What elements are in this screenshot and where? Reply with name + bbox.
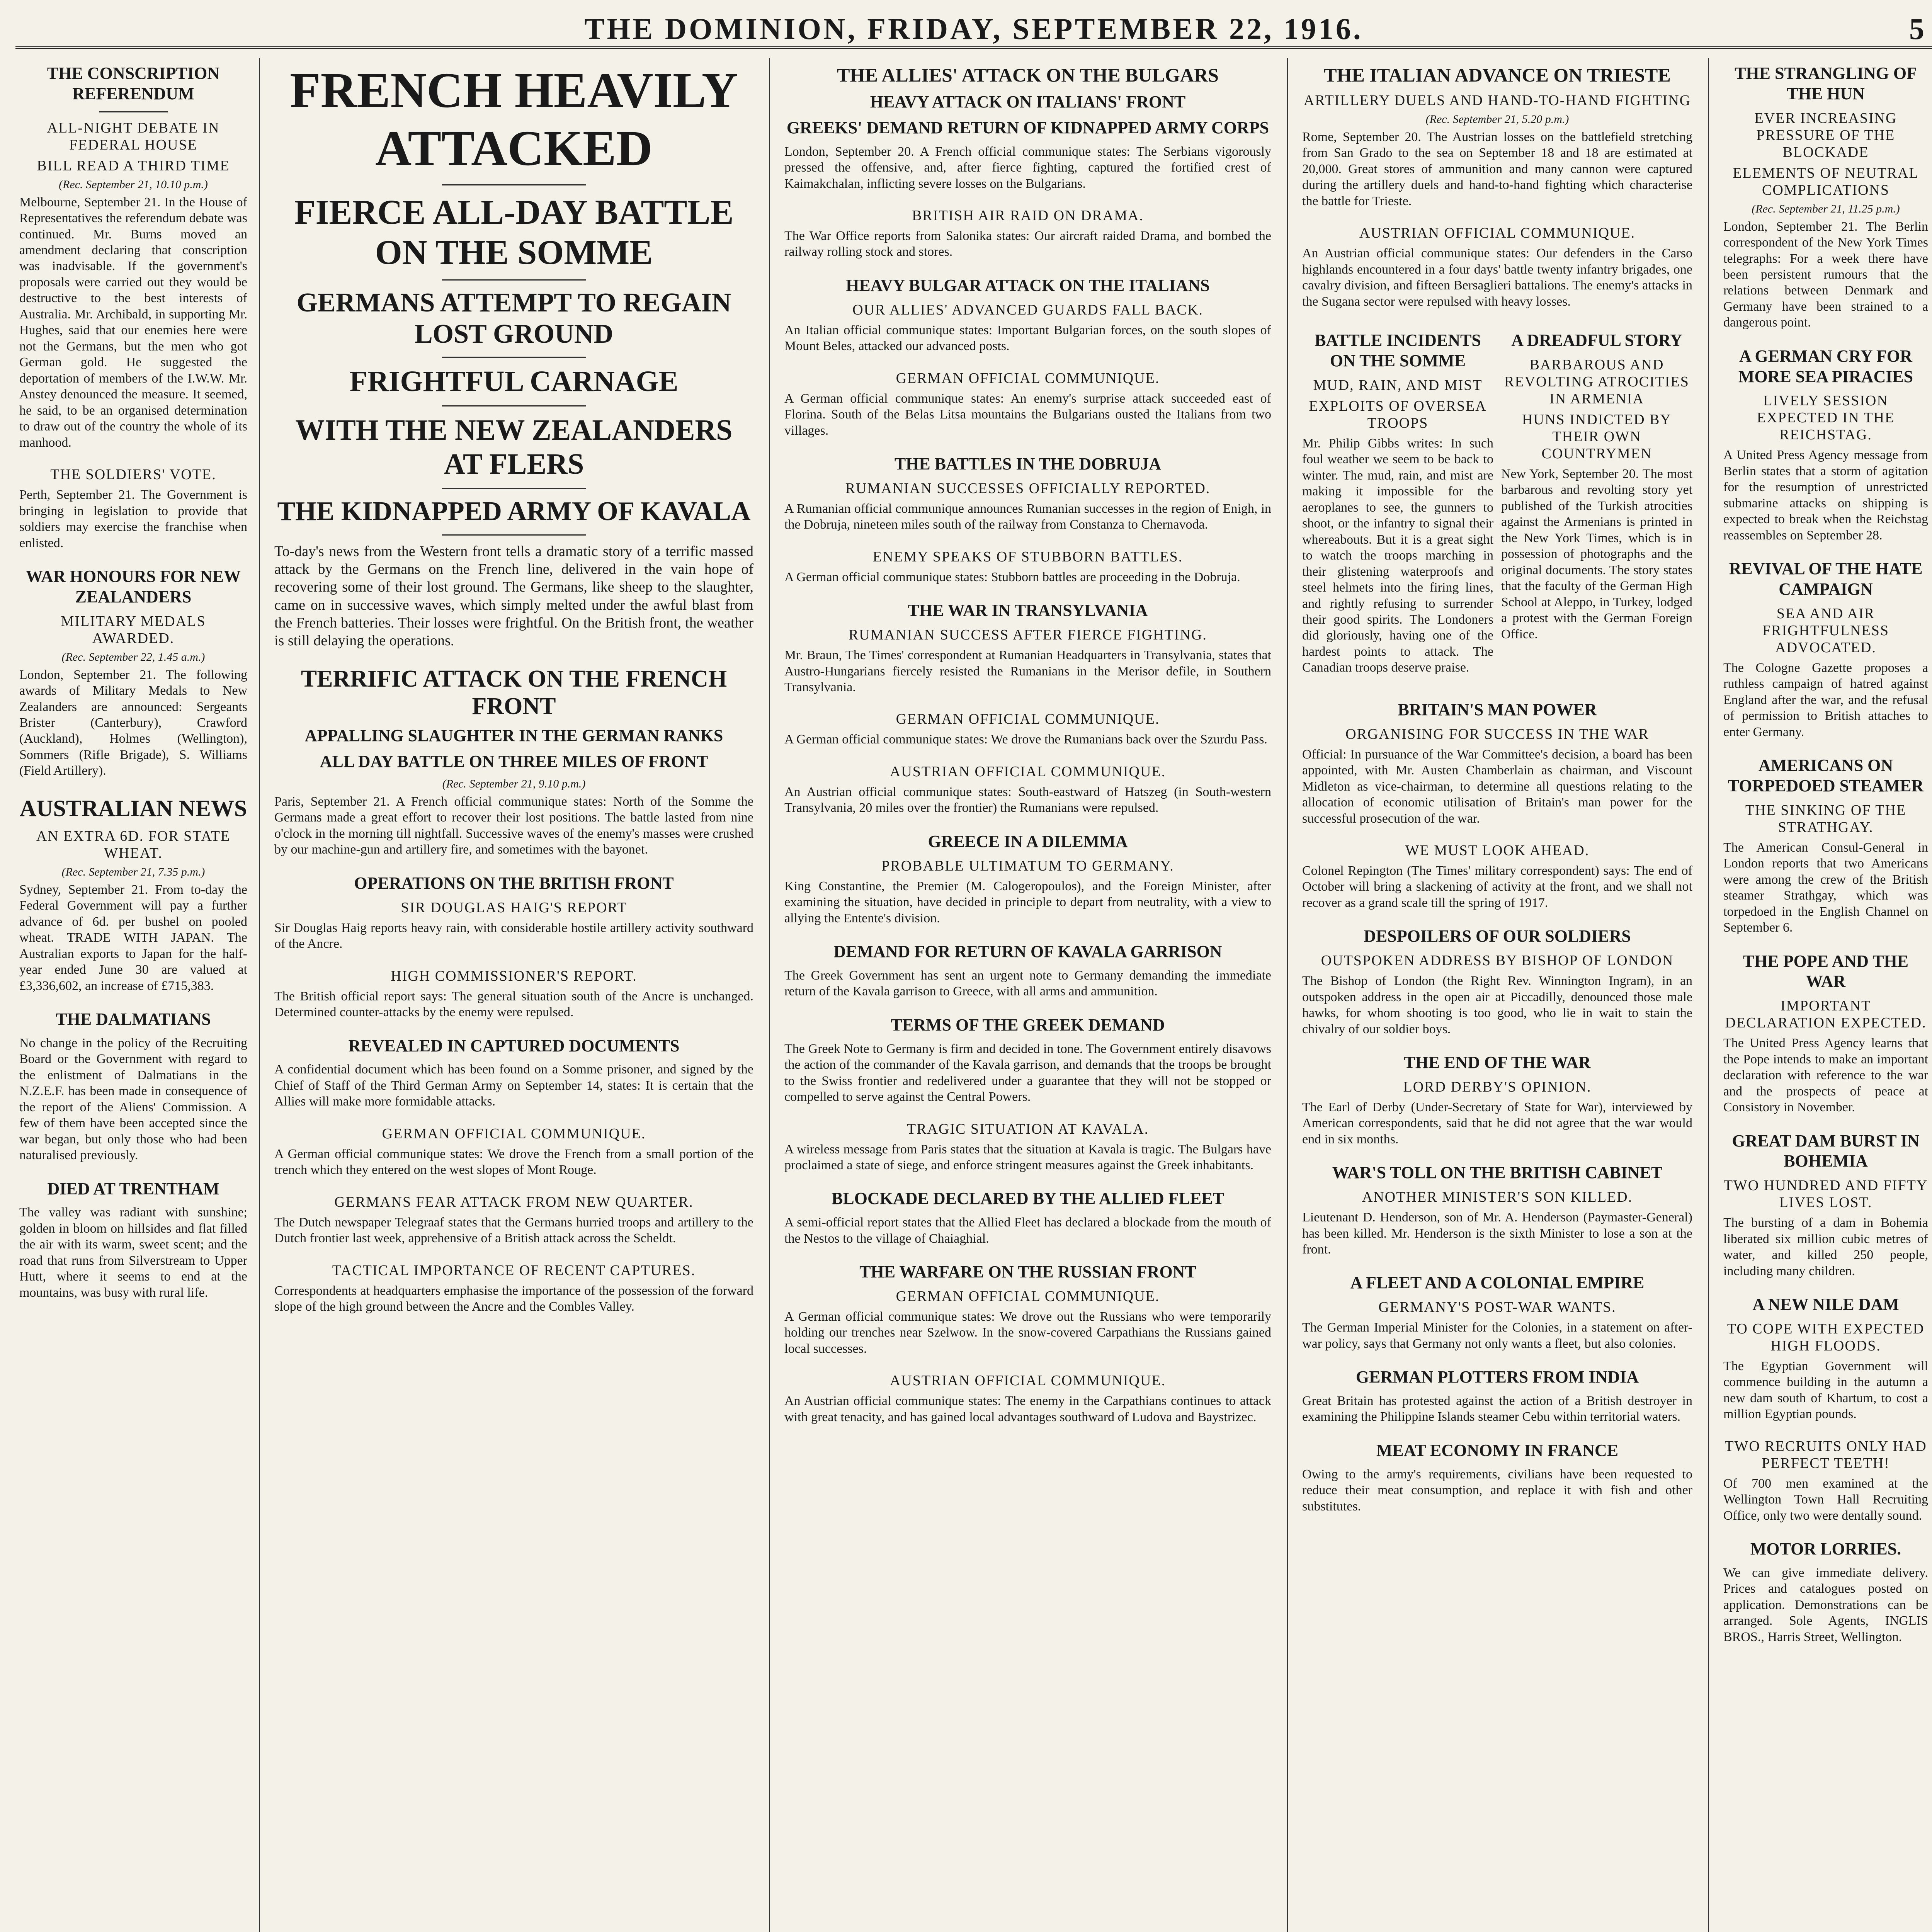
- column-rule: [769, 58, 770, 1932]
- article-body: London, September 21. The following awards of Military Medals to New Zealanders are announced: Sergeants Brister (Canterbury), Crawford (Auckland), Holmes (Wellington), Sommers (Rifle Brigade), S. Williams (Field Artillery).: [19, 667, 247, 778]
- article-headline: A GERMAN CRY FOR MORE SEA PIRACIES: [1738, 346, 1913, 386]
- article: [1723, 755, 1928, 935]
- article-subheadline: ALL-NIGHT DEBATE IN FEDERAL HOUSE: [47, 119, 220, 153]
- article: [784, 548, 1271, 585]
- article-body: Perth, September 21. The Government is bringing in legislation to provide that soldiers may exercise the franchise when enlisted.: [19, 488, 247, 550]
- masthead-title: THE DOMINION, FRIDAY, SEPTEMBER 22, 1916.: [584, 12, 1363, 46]
- article: [784, 1262, 1271, 1357]
- article-body: The Earl of Derby (Under-Secretary of State for War), interviewed by American correspondents, said that he did not agree that the war would end in six months.: [1302, 1100, 1692, 1146]
- article-body: The Greek Government has sent an urgent note to Germany demanding the immediate return of the Kavala garrison to Greece, with all arms and ammunition.: [784, 968, 1271, 999]
- article-body: The German Imperial Minister for the Colonies, in a statement on after-war policy, says that Germany not only wants a fleet, but also colonies.: [1302, 1320, 1692, 1351]
- column-5: [1712, 58, 1932, 1932]
- article-headline: THE WARFARE ON THE RUSSIAN FRONT: [859, 1262, 1196, 1282]
- article-headline: TERRIFIC ATTACK ON THE FRENCH FRONT: [301, 665, 727, 720]
- article-subheadline: OUTSPOKEN ADDRESS BY BISHOP OF LONDON: [1321, 952, 1674, 969]
- article-dateline: (Rec. September 21, 10.10 p.m.): [59, 178, 208, 191]
- article-subheadline: MUD, RAIN, AND MIST: [1313, 377, 1483, 393]
- article-headline: THE SOLDIERS' VOTE.: [50, 466, 216, 483]
- article-headline: AUSTRALIAN NEWS: [19, 795, 247, 821]
- article-headline: THE WAR IN TRANSYLVANIA: [908, 601, 1148, 620]
- column-3: [773, 58, 1283, 1932]
- article-headline: THE CONSCRIPTION REFERENDUM: [47, 64, 220, 103]
- article-body: Mr. Philip Gibbs writes: In such foul weather we seem to be back to winter. The mud, rain, and mist are making it impossible for the aeroplanes to see, the gunners to shoot, or the infantry to signal their whereabouts. But it is a great sight to watch the troops marching in their glistening waterproofs and steel helmets into the firing lines, and rightly refusing to surrender their good spirits. The Londoners did gloriously, having one of the hardest points to attack. The Canadian troops deserve praise.: [1302, 436, 1493, 675]
- article-dateline: (Rec. September 21, 5.20 p.m.): [1425, 113, 1569, 126]
- article: [784, 1121, 1271, 1173]
- article-headline: TERMS OF THE GREEK DEMAND: [891, 1015, 1165, 1034]
- article-body: A semi-official report states that the Allied Fleet has declared a blockade from the mouth of the Nestos to the village of Chaiaghial.: [784, 1215, 1271, 1246]
- article-headline: GREAT DAM BURST IN BOHEMIA: [1732, 1131, 1920, 1171]
- article-body: Correspondents at headquarters emphasise the importance of the possession of the forward slope of the high ground between the Ancre and the Combles Valley.: [274, 1283, 753, 1314]
- article-headline: TWO RECRUITS ONLY HAD PERFECT TEETH!: [1725, 1438, 1927, 1471]
- article-headline: HIGH COMMISSIONER'S REPORT.: [391, 968, 637, 984]
- article: [1501, 325, 1692, 679]
- advertisement: [1723, 1539, 1928, 1645]
- article-body: A German official communique states: We drove the French from a small portion of the trench which they entered on the west slopes of Mont Rouge.: [274, 1146, 753, 1177]
- article: [784, 276, 1271, 354]
- article-body: The Egyptian Government will commence building in the autumn a new dam south of Khartum, to cost a million Egyptian pounds.: [1723, 1359, 1928, 1422]
- article-body: Owing to the army's requirements, civilians have been requested to reduce their meat consumption, and replace it with fish and other substitutes.: [1302, 1467, 1692, 1514]
- article: [1302, 1053, 1692, 1147]
- article-subheadline: ANOTHER MINISTER'S SON KILLED.: [1362, 1189, 1633, 1206]
- article-subheadline: ELEMENTS OF NEUTRAL COMPLICATIONS: [1733, 165, 1919, 198]
- article: [1302, 1163, 1692, 1257]
- article: [784, 454, 1271, 533]
- article-body: The Cologne Gazette proposes a ruthless campaign of hatred against England after the war, and the refusal of permission to British attaches to enter Germany.: [1723, 660, 1928, 739]
- column-2: [263, 58, 765, 1932]
- article-subheadline: HEAVY ATTACK ON ITALIANS' FRONT: [870, 92, 1186, 111]
- article: [1723, 1294, 1928, 1422]
- article-dateline: (Rec. September 21, 11.25 p.m.): [1752, 202, 1900, 215]
- article-headline: THE STRANGLING OF THE HUN: [1735, 64, 1917, 103]
- article-body: A German official communique states: We drove out the Russians who were temporarily holding our trenches near Szelwow. In the snow-covered Carpathians the Russians gained local successes.: [784, 1309, 1271, 1356]
- article: [19, 1179, 247, 1301]
- article-subheadline: IMPORTANT DECLARATION EXPECTED.: [1725, 998, 1927, 1031]
- lead-body: To-day's news from the Western front tells a dramatic story of a terrific massed attack by the Germans on the French line, delivered in the vain hope of recovering some of their lost ground. The Germans, like sheep to the slaughter, came on in successive waves, which simply melted under the awful blast from the French batteries. Their losses were frightful. On the British front, the weather is still delaying the operations.: [274, 543, 753, 649]
- column-rule: [1287, 58, 1288, 1932]
- article-headline: A DREADFUL STORY: [1511, 331, 1682, 350]
- article-body: No change in the policy of the Recruiting Board or the Government with regard to the enlistment of Dalmatians in the N.Z.E.F. has been made in consequence of the report of the Aliens' Commission. A few of them have been accepted since the war began, but only those who had been naturalised previously.: [19, 1036, 247, 1163]
- article-body: Lieutenant D. Henderson, son of Mr. A. Henderson (Paymaster-General) has been killed. Mr. Henderson is the sixth Minister to lose a son at the front.: [1302, 1210, 1692, 1257]
- article-headline: OPERATIONS ON THE BRITISH FRONT: [354, 873, 674, 893]
- article-dateline: (Rec. September 22, 1.45 a.m.): [61, 650, 205, 663]
- article-body: Sir Douglas Haig reports heavy rain, with considerable hostile artillery activity southward of the Ancre.: [274, 920, 753, 951]
- article: [1302, 1440, 1692, 1514]
- article-body: A German official communique states: Stubborn battles are proceeding in the Dobruja.: [784, 570, 1240, 584]
- article-headline: WAR HONOURS FOR NEW ZEALANDERS: [26, 566, 241, 606]
- article: [1302, 842, 1692, 911]
- article-body: A German official communique states: An enemy's surprise attack succeeded east of Florina. South of the Belas Litsa mountains the Bulgarians ousted the Italians from two villages.: [784, 391, 1271, 438]
- article: [784, 942, 1271, 1000]
- article: [1302, 224, 1692, 310]
- article: [784, 1189, 1271, 1247]
- article-headline: THE ITALIAN ADVANCE ON TRIESTE: [1324, 64, 1671, 86]
- article-body: Paris, September 21. A French official communique states: North of the Somme the Germans made a great effort to recover their lost positions. The battle lasted from nine o'clock in the morning till nightfall. Successive waves of the enemy's masses were crushed by our machine-gun and artillery fire, and sometimes with the bayonet.: [274, 794, 753, 857]
- article: [1723, 346, 1928, 543]
- article-subheadline: LIVELY SESSION EXPECTED IN THE REICHSTAG.: [1757, 393, 1895, 443]
- article-subheadline: ALL DAY BATTLE ON THREE MILES OF FRONT: [320, 752, 708, 771]
- article: [784, 1015, 1271, 1105]
- article-headline: A NEW NILE DAM: [1752, 1295, 1899, 1314]
- article: [784, 763, 1271, 816]
- article-headline: WAR'S TOLL ON THE BRITISH CABINET: [1332, 1163, 1663, 1182]
- lead-subheadline: FIERCE ALL-DAY BATTLE ON THE SOMME: [294, 193, 734, 272]
- article-subheadline: RUMANIAN SUCCESS AFTER FIERCE FIGHTING.: [849, 627, 1207, 643]
- article-body: An Austrian official communique states: The enemy in the Carpathians continues to attack with great tenacity, and has gained local advantages southward of Ludova and Baystrizec.: [784, 1394, 1271, 1424]
- article-headline: MEAT ECONOMY IN FRANCE: [1376, 1440, 1619, 1460]
- article: [784, 832, 1271, 926]
- article-subheadline: BARBAROUS AND REVOLTING ATROCITIES IN ARMENIA: [1504, 357, 1689, 407]
- article-headline: WE MUST LOOK AHEAD.: [1405, 842, 1590, 859]
- column-rule: [1708, 58, 1709, 1932]
- article: [784, 1372, 1271, 1425]
- article: [19, 566, 247, 779]
- article: [274, 1194, 753, 1247]
- article-body: An Austrian official communique states: Our defenders in the Carso highlands encountered in a four days' battle twenty infantry brigades, one cavalry division, and fifteen Bersaglieri battalions. The enemy's attacks in the Sugana sector were repulsed with heavy losses.: [1302, 246, 1692, 309]
- article-headline: GREECE IN A DILEMMA: [928, 832, 1128, 851]
- article-body: A Rumanian official communique announces Rumanian successes in the region of Enigh, in the Dobruja, nineteen miles south of the railway from Constanza to Chernavoda.: [784, 501, 1271, 532]
- article-headline: GERMAN OFFICIAL COMMUNIQUE.: [896, 370, 1160, 386]
- article-subheadline: TO COPE WITH EXPECTED HIGH FLOODS.: [1727, 1320, 1925, 1354]
- article-headline: AUSTRIAN OFFICIAL COMMUNIQUE.: [889, 1372, 1166, 1389]
- article-body: A United Press Agency message from Berlin states that a storm of agitation for the resumption of unrestricted submarine attacks on shipping is expected to break when the Reichstag reassembles on September 28.: [1723, 448, 1928, 543]
- article: [19, 1009, 247, 1163]
- article-subheadline: RUMANIAN SUCCESSES OFFICIALLY REPORTED.: [845, 480, 1211, 497]
- article-body: A wireless message from Paris states that the situation at Kavala is tragic. The Bulgars have proclaimed a state of siege, and enforce stringent measures against the Greek inhabitants.: [784, 1142, 1271, 1172]
- article-headline: AUSTRIAN OFFICIAL COMMUNIQUE.: [889, 763, 1166, 780]
- article-headline: REVEALED IN CAPTURED DOCUMENTS: [348, 1036, 680, 1055]
- article-headline: AUSTRIAN OFFICIAL COMMUNIQUE.: [1359, 225, 1636, 242]
- article-headline: DIED AT TRENTHAM: [47, 1179, 219, 1198]
- article-headline: GERMAN OFFICIAL COMMUNIQUE.: [382, 1125, 646, 1142]
- article-subheadline: OUR ALLIES' ADVANCED GUARDS FALL BACK.: [852, 301, 1203, 318]
- article-dateline: (Rec. September 21, 7.35 p.m.): [61, 865, 205, 878]
- article-headline: BRITISH AIR RAID ON DRAMA.: [912, 207, 1144, 224]
- lead-subheadline: FRIGHTFUL CARNAGE: [349, 365, 679, 398]
- article-headline: THE POPE AND THE WAR: [1743, 951, 1909, 991]
- article-headline: REVIVAL OF THE HATE CAMPAIGN: [1729, 559, 1923, 599]
- article-body: The American Consul-General in London reports that two Americans were among the crew of the British steamer Strathgay, which was torpedoed in the English Channel on September 6.: [1723, 840, 1928, 935]
- article-headline: BRITAIN'S MAN POWER: [1398, 700, 1597, 719]
- article-body: London, September 21. The Berlin correspondent of the New York Times telegraphs: For a week there have been persistent rumours that the relations between Denmark and Germany have been strained to a dangerous point.: [1723, 219, 1928, 330]
- article: [1723, 559, 1928, 740]
- column-4: [1291, 58, 1704, 1932]
- article-body: Colonel Repington (The Times' military correspondent) says: The end of October will bring a slackening of activity at the front, and we shall not recover as a grand scale till the spring of 1917.: [1302, 863, 1692, 910]
- column-1: [8, 58, 259, 1932]
- article-subheadline: ARTILLERY DUELS AND HAND-TO-HAND FIGHTING: [1303, 92, 1691, 109]
- article: [1302, 700, 1692, 827]
- article: [1302, 926, 1692, 1037]
- article-subheadline: GREEKS' DEMAND RETURN OF KIDNAPPED ARMY CORPS: [786, 118, 1269, 137]
- article-headline: THE ALLIES' ATTACK ON THE BULGARS: [837, 64, 1219, 86]
- article-headline: GERMAN PLOTTERS FROM INDIA: [1355, 1367, 1639, 1387]
- article: [1723, 951, 1928, 1116]
- article: [19, 794, 247, 994]
- article-body: Melbourne, September 21. In the House of Representatives the referendum debate was continued. Mr. Burns moved an amendment declaring that conscription was inadvisable. If the government's proposals were carried out they would be destructive to the best interests of Australia. Mr. Archibald, in supporting Mr. Hughes, said that our enemies here were not the Germans, but the men who got German gold. He suggested the deportation of members of the I.W.W. Mr. Anstey denounced the measure. It seemed, he said, to be an organised determination to draw out of the country the whole of its manhood.: [19, 195, 247, 450]
- article-body: The bursting of a dam in Bohemia liberated six million cubic metres of water, and killed 250 people, including many children.: [1723, 1216, 1928, 1278]
- article-headline: DESPOILERS OF OUR SOLDIERS: [1364, 927, 1631, 946]
- article-subheadline: SEA AND AIR FRIGHTFULNESS ADVOCATED.: [1762, 605, 1889, 656]
- article: [1723, 63, 1928, 331]
- article-body: An Italian official communique states: Important Bulgarian forces, on the south slopes of Mount Beles, attacked our advanced posts.: [784, 323, 1271, 354]
- article-body: The British official report says: The general situation south of the Ancre is unchanged. Determined counter-attacks by the enemy were repulsed.: [274, 989, 753, 1020]
- article-subheadline: MILITARY MEDALS AWARDED.: [61, 613, 206, 646]
- article-subheadline: EVER INCREASING PRESSURE OF THE BLOCKADE: [1754, 110, 1897, 160]
- article-subheadline: APPALLING SLAUGHTER IN THE GERMAN RANKS: [304, 726, 723, 745]
- article: [784, 370, 1271, 439]
- article-headline: TRAGIC SITUATION AT KAVALA.: [906, 1121, 1149, 1137]
- article-headline: AMERICANS ON TORPEDOED STEAMER: [1728, 756, 1924, 796]
- article-headline: DEMAND FOR RETURN OF KAVALA GARRISON: [833, 942, 1222, 961]
- article-body: The War Office reports from Salonika states: Our aircraft raided Drama, and bombed the railway rolling stock and stores.: [784, 229, 1271, 259]
- article-body: London, September 20. A French official communique states: The Serbians vigorously pressed the offensive, and, after fierce fighting, captured the fortified crest of Kaimakchalan, inflicting severe losses on the Bulgarians.: [784, 144, 1271, 191]
- article: [1302, 1367, 1692, 1425]
- article-headline: BATTLE INCIDENTS ON THE SOMME: [1315, 331, 1481, 371]
- article: [274, 873, 753, 952]
- article-subheadline: LORD DERBY'S OPINION.: [1403, 1078, 1592, 1095]
- article-headline: GERMAN OFFICIAL COMMUNIQUE.: [896, 711, 1160, 728]
- article-body: The Dutch newspaper Telegraaf states that the Germans hurried troops and artillery to the Dutch frontier last week, apprehensive of a British attack across the Scheldt.: [274, 1215, 753, 1246]
- article-body: Rome, September 20. The Austrian losses on the battlefield stretching from San Grado to the sea on September 18 and 18 are estimated at 20,000. Great stores of ammunition and many cannon were captured during the artillery duels and hand-to-hand fighting which characterise the battle for Trieste.: [1302, 130, 1692, 208]
- column-rule: [259, 58, 260, 1932]
- article-headline: A FLEET AND A COLONIAL EMPIRE: [1350, 1273, 1645, 1293]
- lead-subheadline: WITH THE NEW ZEALANDERS AT FLERS: [295, 414, 733, 480]
- article-dateline: (Rec. September 21, 9.10 p.m.): [442, 777, 586, 791]
- article: [1302, 1273, 1692, 1352]
- article: [274, 1125, 753, 1178]
- article-subheadline: GERMANY'S POST-WAR WANTS.: [1378, 1299, 1616, 1316]
- article-subheadline: HUNS INDICTED BY THEIR OWN COUNTRYMEN: [1522, 412, 1672, 462]
- article: [1723, 1131, 1928, 1279]
- article: [1302, 63, 1692, 209]
- article-body: The Bishop of London (the Right Rev. Winnington Ingram), in an outspoken address in the open air at Piccadilly, denounced those male hawks, for whom shooting is too good, who lie in wait to stain the chivalry of our soldier boys.: [1302, 974, 1692, 1036]
- article-body: The United Press Agency learns that the Pope intends to make an important declaration with reference to the war and the prospects of peace at Consistory in November.: [1723, 1036, 1928, 1115]
- article: [784, 207, 1271, 260]
- article: [1302, 325, 1493, 679]
- article-body: Mr. Braun, The Times' correspondent at Rumanian Headquarters in Transylvania, states that Austro-Hungarians fiercely resisted the Rumanians in the Merisor defile, in Southern Transylvania.: [784, 648, 1271, 695]
- masthead: [15, 8, 1932, 49]
- article-headline: HEAVY BULGAR ATTACK ON THE ITALIANS: [846, 276, 1210, 295]
- article: [784, 63, 1271, 192]
- split-section: [1302, 325, 1692, 694]
- lead-subheadline: THE KIDNAPPED ARMY OF KAVALA: [277, 497, 751, 527]
- article-body: The Greek Note to Germany is firm and decided in tone. The Government entirely disavows the action of the commander of the Kavala garrison, and demands that the troops be brought to the Swiss frontier and redelivered under a guarantee that they will not be stopped or compelled to serve against the Central Powers.: [784, 1041, 1271, 1104]
- article-headline: THE DALMATIANS: [56, 1010, 211, 1029]
- lead-article: [274, 62, 753, 650]
- article-body: Official: In pursuance of the War Committee's decision, a board has been appointed, with Mr. Austen Chamberlain as chairman, and Viscount Midleton as vice-chairman, to determine all questions relating to the allocation of economic utilisation of Britain's man power for the successful prosecution of the war.: [1302, 747, 1692, 826]
- article-body: The valley was radiant with sunshine; golden in bloom on hillsides and flat filled the air with its warm, sweet scent; and the road that runs from Silverstream to Upper Hutt, where it seems to end at the mountains, was busy with rural life.: [19, 1205, 247, 1300]
- article: [19, 63, 247, 451]
- article-body: Of 700 men examined at the Wellington Town Hall Recruiting Office, only two were dentally sound.: [1723, 1476, 1928, 1523]
- article: [274, 968, 753, 1020]
- article-body: An Austrian official communique states: South-eastward of Hatszeg (in South-western Transylvania, 20 miles over the frontier) the Rumanians were repulsed.: [784, 784, 1271, 815]
- article-subheadline: ORGANISING FOR SUCCESS IN THE WAR: [1345, 726, 1649, 742]
- article-body: A German official communique states: We drove the Rumanians back over the Szurdu Pass.: [784, 732, 1267, 747]
- article-body: Sydney, September 21. From to-day the Federal Government will pay a further advance of 6d. per bushel on pooled wheat. TRADE WITH JAPAN. The Australian exports to Japan for the half-year ended June 30 are valued at £3,336,602, an increase of £715,383.: [19, 882, 247, 993]
- article-subheadline: THE SINKING OF THE STRATHGAY.: [1745, 802, 1906, 835]
- article-headline: ENEMY SPEAKS OF STUBBORN BATTLES.: [872, 548, 1183, 565]
- page-number: 5: [1909, 12, 1924, 46]
- article: [274, 665, 753, 858]
- article: [1723, 1438, 1928, 1524]
- article-headline: BLOCKADE DECLARED BY THE ALLIED FLEET: [832, 1189, 1224, 1208]
- article: [784, 711, 1271, 747]
- article-body: Great Britain has protested against the action of a British destroyer in examining the Philippine Islands steamer Cebu within territorial waters.: [1302, 1394, 1692, 1424]
- article-subheadline: BILL READ A THIRD TIME: [37, 157, 230, 174]
- article-headline: THE END OF THE WAR: [1404, 1053, 1591, 1072]
- advertisement-headline: MOTOR LORRIES.: [1750, 1539, 1901, 1559]
- article-body: King Constantine, the Premier (M. Calogeropoulos), and the Foreign Minister, after examining the situation, have decided in principle to depart from neutrality, with a view to allying the Entente's division.: [784, 879, 1271, 925]
- article: [274, 1262, 753, 1315]
- advertisement-body: We can give immediate delivery. Prices and catalogues posted on application. Demonstrations can be arranged. Sole Agents, INGLIS BROS., Harris Street, Wellington.: [1723, 1565, 1928, 1644]
- article-headline: TACTICAL IMPORTANCE OF RECENT CAPTURES.: [332, 1262, 696, 1279]
- article-subheadline: SIR DOUGLAS HAIG'S REPORT: [401, 899, 627, 916]
- article-subheadline: AN EXTRA 6D. FOR STATE WHEAT.: [36, 828, 231, 861]
- lead-headline: FRENCH HEAVILY ATTACKED: [290, 63, 738, 176]
- article: [784, 600, 1271, 695]
- lead-subheadline: GERMANS ATTEMPT TO REGAIN LOST GROUND: [296, 288, 731, 349]
- article: [19, 466, 247, 551]
- article-subheadline: EXPLOITS OF OVERSEA TROOPS: [1309, 398, 1487, 431]
- article-subheadline: PROBABLE ULTIMATUM TO GERMANY.: [881, 857, 1174, 874]
- article-headline: THE BATTLES IN THE DOBRUJA: [894, 454, 1162, 474]
- article: [274, 1036, 753, 1110]
- article-subheadline: GERMAN OFFICIAL COMMUNIQUE.: [896, 1288, 1160, 1304]
- article-body: A confidential document which has been found on a Somme prisoner, and signed by the Chief of Staff of the Third German Army on September 14, states: It is certain that the Allies will make more formidable attacks.: [274, 1062, 753, 1109]
- article-body: New York, September 20. The most barbarous and revolting story yet published of the Turkish atrocities against the Armenians is printed in the New York Times, which is in possession of photographs and the original documents. The story states that the faculty of the German High School at Aleppo, in Turkey, lodged a protest with the German Foreign Office.: [1501, 467, 1692, 641]
- article-subheadline: TWO HUNDRED AND FIFTY LIVES LOST.: [1723, 1177, 1928, 1211]
- article-headline: GERMANS FEAR ATTACK FROM NEW QUARTER.: [334, 1194, 694, 1210]
